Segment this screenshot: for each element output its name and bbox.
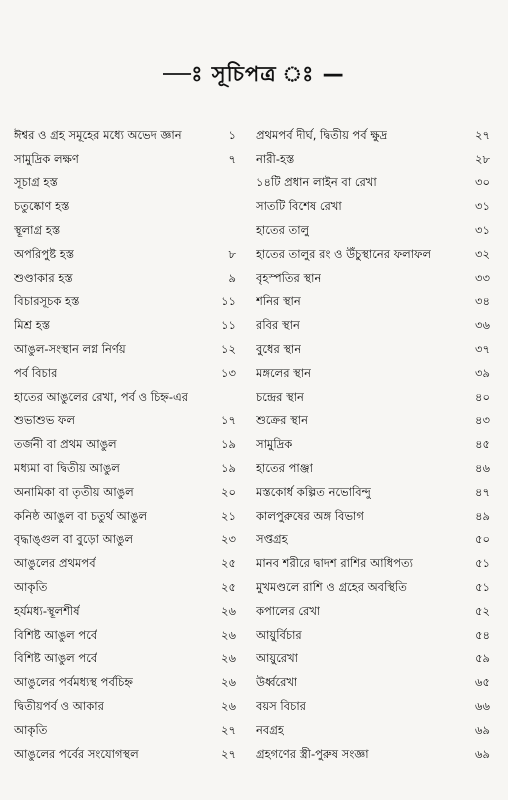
toc-entry-title: মুখমণ্ডলে রাশি ও গ্রহের অবস্থিতি [256,579,407,594]
toc-entry [14,451,236,475]
toc-entry-page: ৪৯ [475,508,490,523]
toc-entry [256,594,490,618]
toc-entry-page: ২১ [221,508,236,523]
toc-entry-page: ১৭ [221,413,236,428]
toc-entry [256,642,490,666]
toc-entry [14,213,236,237]
toc-entry-page: ২৭ [221,746,236,761]
toc-entry-title: বিশিষ্ট আঙুল পর্বে [14,651,98,666]
toc-entry-title: আকৃতি [14,722,48,737]
toc-entry-title: গ্রহগণের স্ত্রী-পুরুষ সংজ্ঞা [256,746,369,761]
toc-entry-page: ২৬ [221,603,236,618]
toc-entry [14,142,236,166]
toc-entry-page: ৩৭ [475,341,490,356]
toc-entry [14,404,236,428]
toc-entry-page: ৩১ [475,222,490,237]
toc-entry [14,261,236,285]
toc-entry-title: কপালের রেখা [256,603,321,618]
toc-entry-page: ২৫ [221,579,236,594]
toc-entry-title: সাতটি বিশেষ রেখা [256,199,342,214]
toc-entry-title: আঙুলের পর্বমধ্যস্থ পর্বচিহ্ন [14,675,133,690]
toc-entry [256,689,490,713]
toc-entry [14,594,236,618]
toc-entry-page: ৬৫ [475,675,490,690]
toc-entry-page: ৫১ [475,579,490,594]
toc-entry-title: ঈশ্বর ও গ্রহ সমূহের মধ্যে অভেদ জ্ঞান [14,127,182,142]
toc-entry-page: ১১ [221,318,236,333]
toc-entry [256,380,490,404]
toc-entry [14,237,236,261]
toc-entry-page: ২৬ [221,651,236,666]
toc-entry-title: শনির স্থান [256,294,301,309]
toc-entry [256,237,490,261]
toc-entry [256,189,490,213]
toc-entry-page: ৮ [228,246,236,261]
toc-entry-title: আকৃতি [14,579,48,594]
toc-entry-title: মস্তকোর্ধ কল্পিত নভোবিন্দু [256,484,371,499]
toc-entry-page: ৪৭ [475,484,490,499]
toc-entry-page: ২৮ [475,151,490,166]
toc-entry-title: সামুদ্রিক লক্ষণ [14,151,79,166]
toc-entry-page: ২০ [221,484,236,499]
toc-entry [14,713,236,737]
toc-left-column [14,118,236,761]
toc-entry-title: হাতের তালুর রং ও উঁচুস্থানের ফলাফল [256,246,432,261]
toc-entry [14,356,236,380]
toc-entry-title: শুণ্ডাকার হস্ত [14,270,73,285]
toc-entry-title: নবগ্রহ [256,722,284,737]
toc-entry-page: ৫২ [475,603,490,618]
toc-right-column [256,118,490,761]
toc-entry-page: ৩২ [475,246,490,261]
toc-entry [256,404,490,428]
toc-entry-title: স্থূলাগ্র হস্ত [14,222,61,237]
toc-entry-title: হর্যমধ্য-স্থূলশীর্ষ [14,603,80,618]
toc-entry-page: ৪৩ [475,413,490,428]
toc-entry-page: ২৭ [221,722,236,737]
toc-entry-title: হাতের তালু [256,222,310,237]
toc-entry-page: ৬৯ [475,746,490,761]
toc-entry-page: ৫১ [475,556,490,571]
toc-entry-page: ৯ [228,270,236,285]
toc-entry [256,332,490,356]
toc-entry-title: মানব শরীরে দ্বাদশ রাশির আধিপত্য [256,556,413,571]
toc-entry [14,166,236,190]
toc-entry [256,285,490,309]
toc-entry-title: বিচারসূচক হস্ত [14,294,80,309]
toc-entry-page: ১১ [221,294,236,309]
toc-entry-title: বয়স বিচার [256,698,306,713]
toc-entry-page: ১৩ [221,365,236,380]
toc-entry [14,475,236,499]
toc-entry-title: আঙুলের পর্বের সংযোগস্থল [14,746,139,761]
toc-entry-page: ৩০ [475,175,490,190]
toc-entry-page: ৩৯ [475,365,490,380]
toc-entry-title: অপরিপুষ্ট হস্ত [14,246,75,261]
toc-entry [14,665,236,689]
toc-entry [256,118,490,142]
toc-entry [256,166,490,190]
toc-entry-title: সূচাগ্র হস্ত [14,175,58,190]
toc-entry [256,618,490,642]
toc-entry-title: হাতের পাঞ্জা [256,460,313,475]
toc-entry [14,618,236,642]
toc-entry-title: অনামিকা বা তৃতীয় আঙুল [14,484,134,499]
toc-entry [256,427,490,451]
toc-entry-title: কালপুরুষের অঙ্গ বিভাগ [256,508,364,523]
toc-entry-title: তর্জনী বা প্রথম আঙুল [14,437,117,452]
toc-entry [14,118,236,142]
toc-entry-title: প্রথমপর্ব দীর্ঘ, দ্বিতীয় পর্ব ক্ষুদ্র [256,127,388,142]
toc-entry [14,642,236,666]
toc-entry-title: আয়ুরেখা [256,651,299,666]
toc-entry-page: ৫৯ [475,651,490,666]
toc-entry-page: ২৬ [221,698,236,713]
toc-entry-page: ৫৪ [475,627,490,642]
toc-entry-page: ৫০ [475,532,490,547]
toc-entry [256,499,490,523]
toc-entry-title: রবির স্থান [256,318,300,333]
toc-entry-title: বৃহস্পতির স্থান [256,270,322,285]
toc-entry [14,689,236,713]
toc-entry-title: আঙুলের প্রথমপর্ব [14,556,96,571]
toc-entry [256,546,490,570]
toc-entry [14,737,236,761]
page-title: —ঃ সূচিপত্র ঃ — [163,62,345,86]
toc-entry-title: মধ্যমা বা দ্বিতীয় আঙুল [14,460,120,475]
toc-entry-title: চন্দ্রের স্থান [256,389,304,404]
toc-entry-title: আয়ুর্বিচার [256,627,302,642]
toc-entry [14,285,236,309]
toc-entry-title: মিশ্র হস্ত [14,318,51,333]
toc-entry-page: ৬৯ [475,722,490,737]
toc-entry-title: চতুষ্কোণ হস্ত [14,199,70,214]
toc-entry-page: ৩৬ [475,318,490,333]
toc-entry [256,570,490,594]
toc-entry [14,523,236,547]
toc-entry-page: ৩৪ [475,294,490,309]
toc-entry [14,332,236,356]
toc-entry-page: ৪৫ [475,437,490,452]
toc-entry-page: ৭ [228,151,236,166]
toc-entry-page: ১২ [221,341,236,356]
toc-entry-title: পর্ব বিচার [14,365,58,380]
toc-entry [14,499,236,523]
toc-entry [256,713,490,737]
toc-entry [14,427,236,451]
toc-entry-title: বিশিষ্ট আঙুল পর্বে [14,627,98,642]
toc-entry-page: ২৬ [221,627,236,642]
toc-entry [256,142,490,166]
toc-entry-title: শুক্রের স্থান [256,413,308,428]
toc-entry-page: ৩১ [475,199,490,214]
toc-entry-page: ৬৬ [475,698,490,713]
toc-entry [256,523,490,547]
toc-entry [256,261,490,285]
toc-entry-page: ২৭ [475,127,490,142]
toc-entry-page: ২৩ [221,532,236,547]
toc-entry-page: ৪০ [475,389,490,404]
toc-entry [256,665,490,689]
toc-entry-page: ১ [228,127,236,142]
toc-entry [256,737,490,761]
toc-entry-title: সামুদ্রিক [256,437,293,452]
toc-entry-title: বুধের স্থান [256,341,302,356]
toc-entry-title: দ্বিতীয়পর্ব ও আকার [14,698,104,713]
toc-entry [14,189,236,213]
toc-entry [256,356,490,380]
toc-entry-title: সপ্তগ্রহ [256,532,288,547]
toc-entry-title: উর্ধ্বরেখা [256,675,298,690]
toc-entry [256,475,490,499]
toc-entry [256,308,490,332]
toc-entry-title: বৃদ্ধাঙ্গুল বা বুড়ো আঙুল [14,532,134,547]
toc-entry-title: হাতের আঙুলের রেখা, পর্ব ও চিহ্ন-এর [14,389,189,404]
toc-entry-page: ১৯ [221,437,236,452]
toc-entry-page: ১৯ [221,460,236,475]
toc-entry [256,451,490,475]
toc-entry-title: শুভাশুভ ফল [14,413,75,428]
toc-entry-title: মঙ্গলের স্থান [256,365,311,380]
toc-entry-page: ২৫ [221,556,236,571]
toc-entry [256,213,490,237]
toc-entry [14,570,236,594]
toc-entry-title: ১৪টি প্রধান লাইন বা রেখা [256,175,377,190]
toc-entry-title: আঙুল-সংস্থান লগ্ন নির্ণয় [14,341,126,356]
toc-entry-page: ২৬ [221,675,236,690]
toc-entry-title: কনিষ্ঠ আঙুল বা চতুর্থ আঙুল [14,508,148,523]
toc-entry-page: ৩৩ [475,270,490,285]
toc-entry-page: ৪৬ [475,460,490,475]
toc-entry [14,380,236,404]
toc-entry [14,546,236,570]
toc-entry-title: নারী-হস্ত [256,151,295,166]
toc-entry [14,308,236,332]
